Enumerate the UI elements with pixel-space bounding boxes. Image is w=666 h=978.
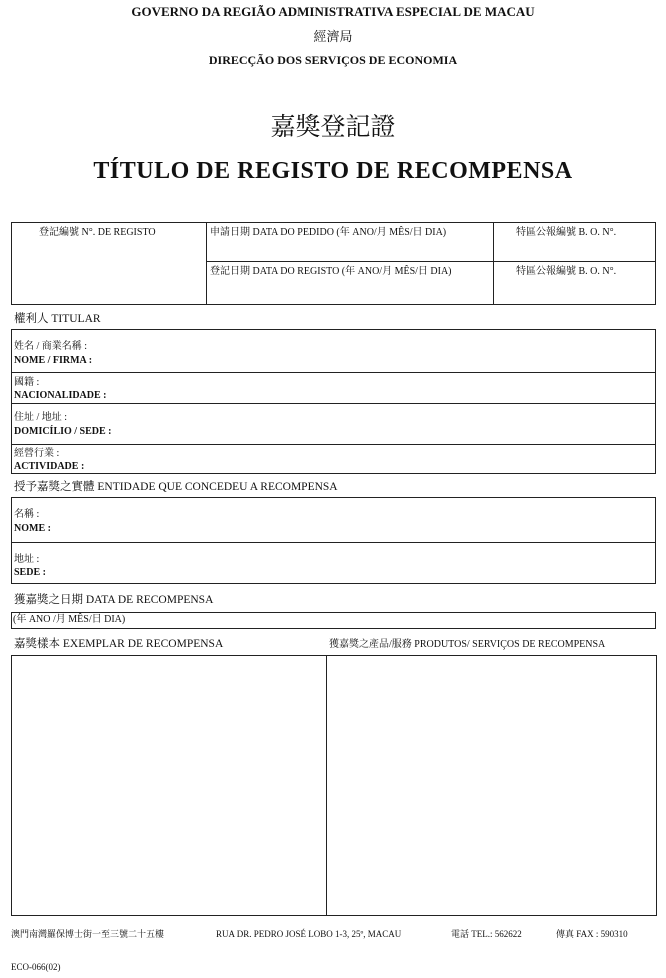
titular-heading: 權利人 TITULAR	[14, 313, 101, 325]
footer-address-cn: 澳門南灣羅保博士街一至三號二十五樓	[11, 929, 165, 939]
award-date-format: (年 ANO /月 MÊS/日 DIA)	[13, 614, 126, 625]
address-label: DOMICÍLIO / SEDE :	[14, 426, 112, 437]
divider	[11, 542, 656, 543]
divider	[326, 655, 327, 916]
entity-name-label-cn: 名稱 :	[14, 509, 40, 520]
entity-name-label: NOME :	[14, 523, 51, 534]
award-date-heading: 獲嘉獎之日期 DATA DE RECOMPENSA	[14, 594, 214, 606]
bureau-name-pt: DIRECÇÃO DOS SERVIÇOS DE ECONOMIA	[208, 53, 458, 67]
entity-heading: 授予嘉獎之實體 ENTIDADE QUE CONCEDEU A RECOMPENSA	[14, 481, 338, 493]
nationality-label-cn: 國籍 :	[14, 377, 40, 388]
divider	[206, 222, 207, 305]
entity-box	[11, 497, 656, 584]
reg-no-label: 登記編號 N°. DE REGISTO	[39, 227, 156, 238]
footer-fax: 傳真 FAX : 590310	[556, 929, 628, 939]
entity-address-label-cn: 地址 :	[14, 554, 40, 565]
divider	[11, 444, 656, 445]
divider	[206, 261, 656, 262]
form-code: ECO-066(02)	[11, 962, 61, 972]
divider	[11, 403, 656, 404]
title-cn: 嘉獎登記證	[270, 114, 396, 141]
bo-number-label: 特區公報編號 B. O. N°.	[516, 266, 617, 277]
request-date-label: 申請日期 DATA DO PEDIDO (年 ANO/月 MÊS/日 DIA)	[210, 227, 447, 238]
footer-address: RUA DR. PEDRO JOSÉ LOBO 1-3, 25º, MACAU	[216, 929, 402, 939]
sample-heading: 嘉獎樣本 EXEMPLAR DE RECOMPENSA	[14, 638, 224, 650]
nationality-label: NACIONALIDADE :	[14, 390, 107, 401]
government-name: GOVERNO DA REGIÃO ADMINISTRATIVA ESPECIAL DE MACAU	[131, 4, 535, 19]
registration-date-label: 登記日期 DATA DO REGISTO (年 ANO/月 MÊS/日 DIA)	[210, 266, 452, 277]
divider	[493, 222, 494, 305]
page-title: TÍTULO DE REGISTO DE RECOMPENSA	[93, 158, 573, 184]
bo-number-label: 特區公報編號 B. O. N°.	[516, 227, 617, 238]
activity-label: ACTIVIDADE :	[14, 461, 85, 472]
products-heading: 獲嘉獎之產品/服務 PRODUTOS/ SERVIÇOS DE RECOMPENSA	[329, 639, 606, 650]
name-label: NOME / FIRMA :	[14, 355, 93, 366]
entity-address-label: SEDE :	[14, 567, 46, 578]
activity-label-cn: 經營行業 :	[14, 448, 60, 459]
titular-box	[11, 329, 656, 474]
name-label-cn: 姓名 / 商業名稱 :	[14, 341, 88, 352]
sample-box	[11, 655, 657, 916]
footer-tel: 電話 TEL.: 562622	[451, 929, 522, 939]
divider	[11, 372, 656, 373]
address-label-cn: 住址 / 地址 :	[14, 412, 68, 423]
bureau-name-cn: 經濟局	[313, 29, 353, 44]
